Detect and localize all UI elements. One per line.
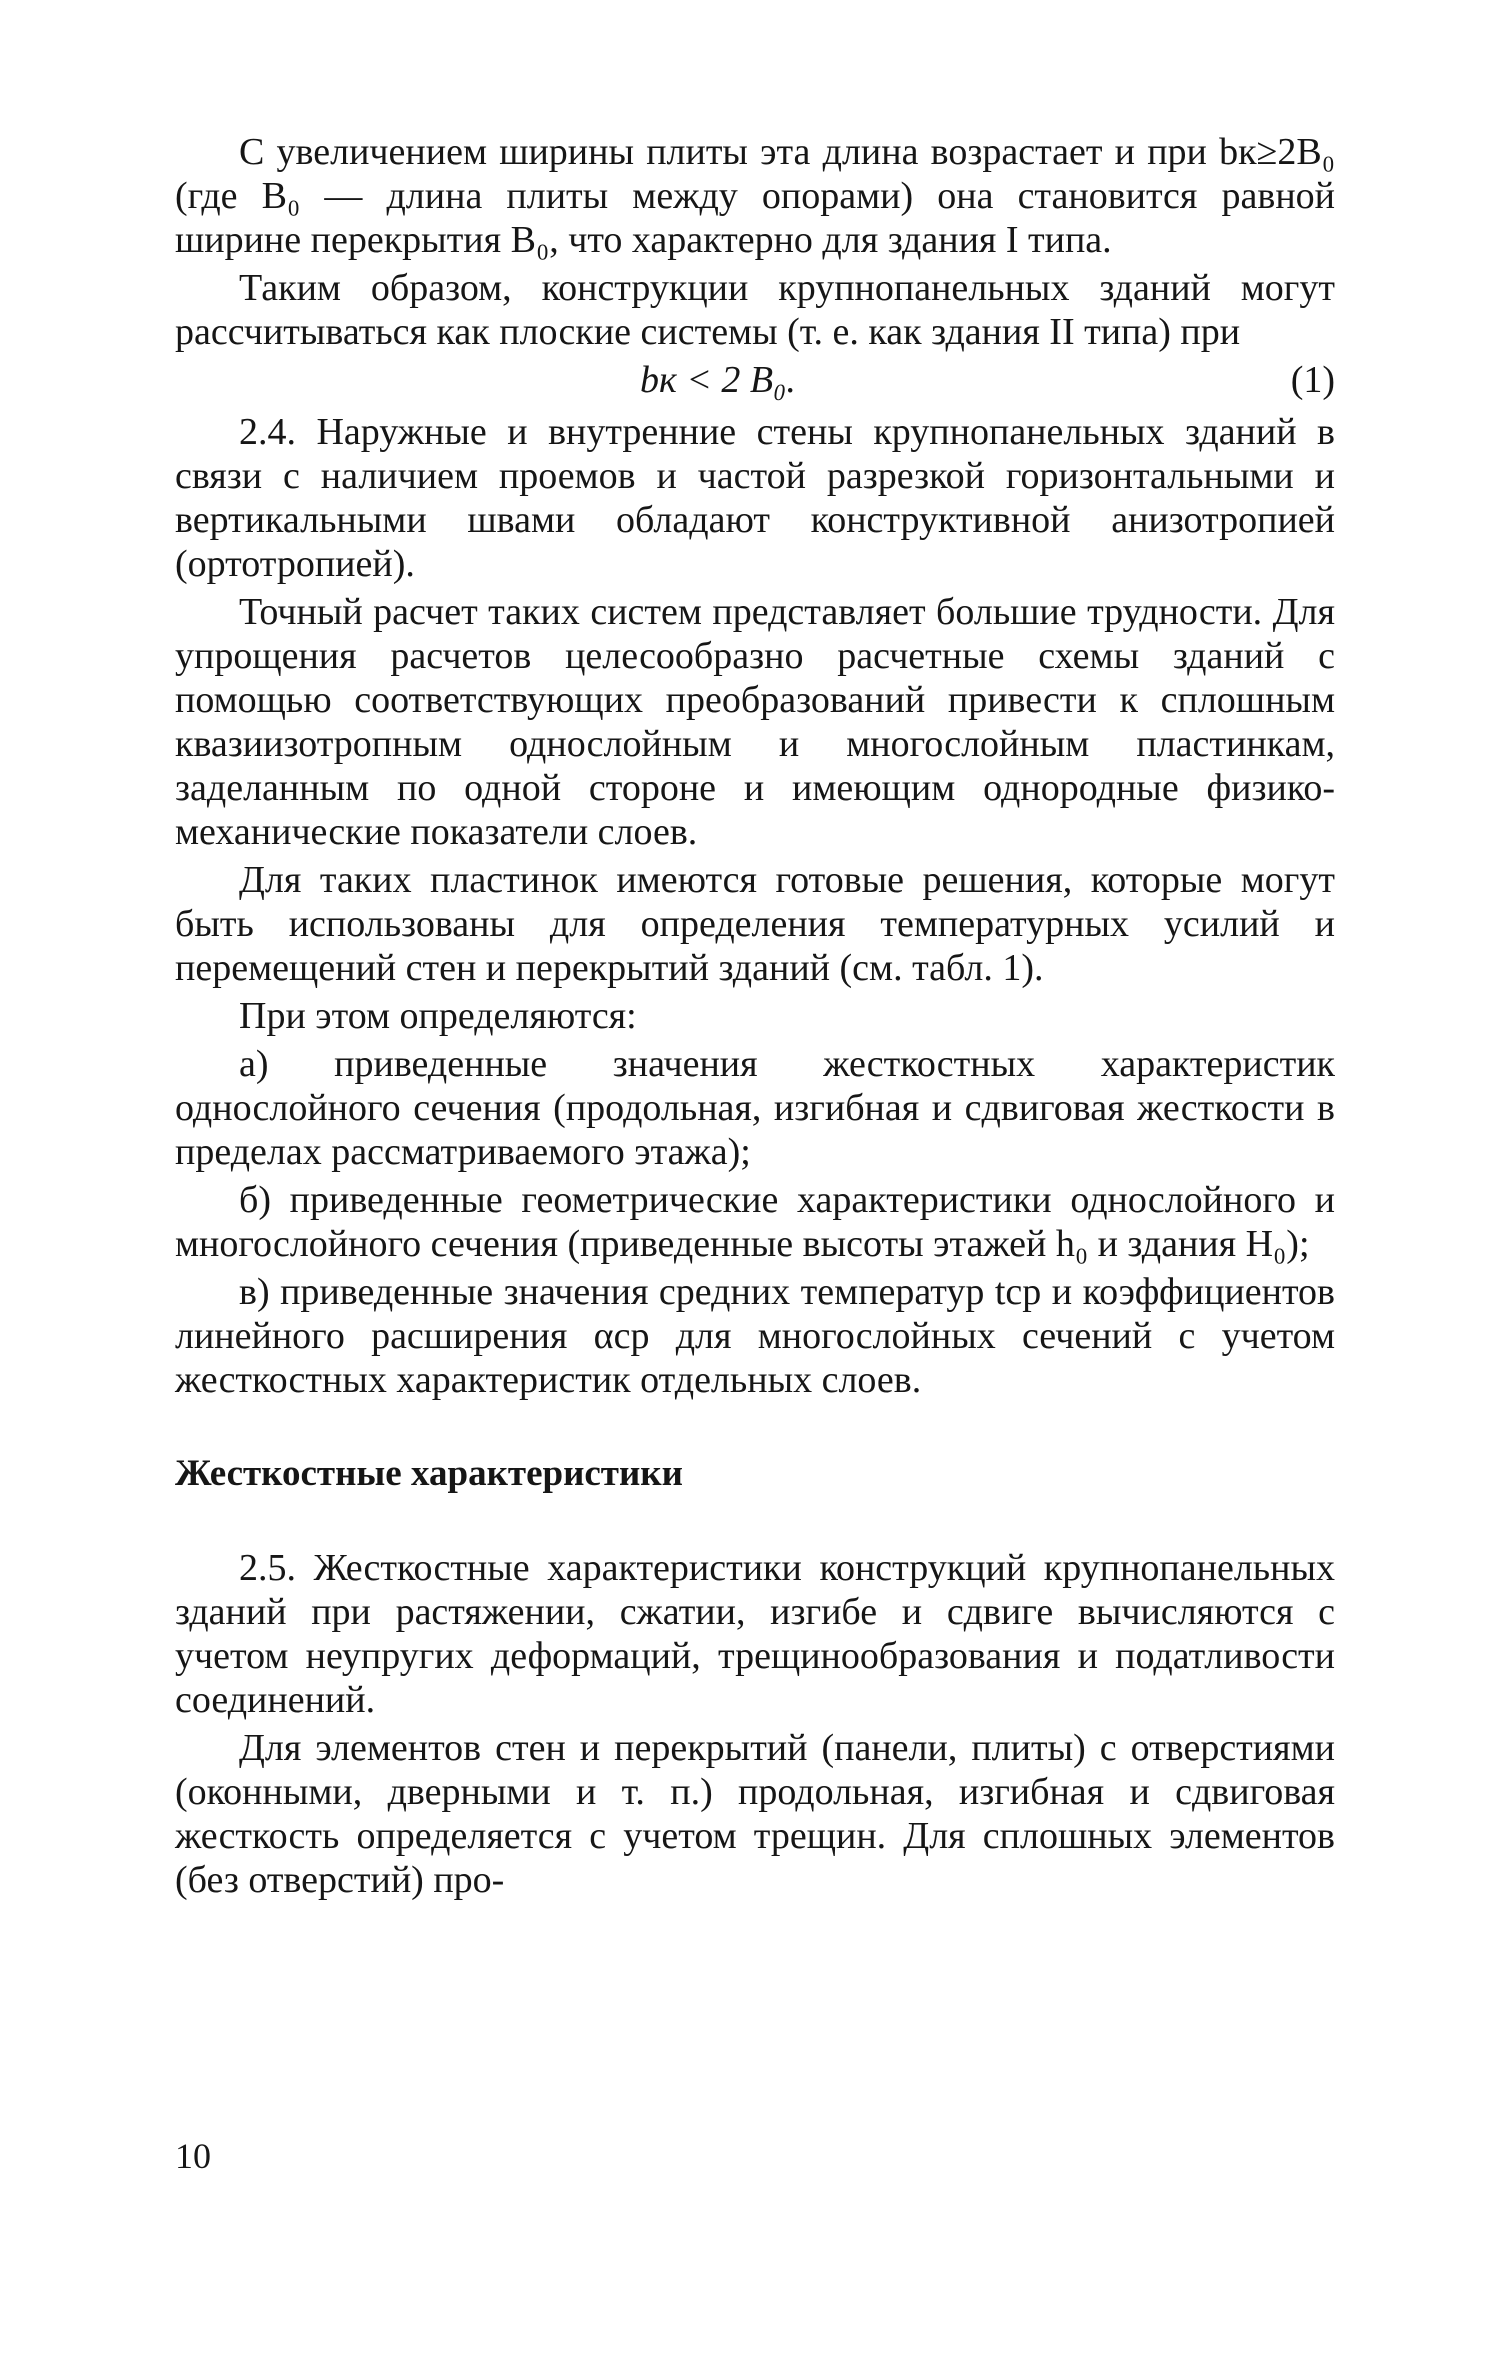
list-item-a: а) приведенные значения жесткостных характеристик однослойного сечения (продольная, изгибная и сдвиговая жесткости в пределах рассматриваемого этажа); <box>175 1043 1335 1173</box>
paragraph-intro: С увеличением ширины плиты эта длина возрастает и при bк≥2B₀ (где B₀ — длина плиты между опорами) она становится равной ширине перекрытия B₀, что характерно для здания I типа. <box>175 131 1335 261</box>
formula-number: (1) <box>1290 359 1335 401</box>
list-item-b: б) приведенные геометрические характеристики однослойного и многослойного сечения (приведенные высоты этажей h₀ и здания H₀); <box>175 1179 1335 1265</box>
paragraph-ready-solutions: Для таких пластинок имеются готовые решения, которые могут быть использованы для определения температурных усилий и перемещений стен и перекрытий зданий (см. табл. 1). <box>175 859 1335 989</box>
page-number: 10 <box>175 2136 211 2176</box>
formula-1 <box>175 358 1335 406</box>
paragraph-elements: Для элементов стен и перекрытий (панели, плиты) с отверстиями (оконными, дверными и т. п.) продольная, изгибная и сдвиговая жесткость определяется с учетом трещин. Для сплошных элементов (без отверстий) про- <box>175 1727 1335 1901</box>
paragraph-exact-calc: Точный расчет таких систем представляет большие трудности. Для упрощения расчетов целесообразно расчетные схемы зданий с помощью соответствующих преобразований привести к сплошным квазиизотропным однослойным и многослойным пластинкам, заделанным по одной стороне и имеющим однородные физико-механические показатели слоев. <box>175 591 1335 853</box>
paragraph-2-5: 2.5. Жесткостные характеристики конструкций крупнопанельных зданий при растяжении, сжатии, изгибе и сдвиге вычисляются с учетом неупругих деформаций, трещинообразования и податливости соединений. <box>175 1547 1335 1721</box>
paragraph-2-4: 2.4. Наружные и внутренние стены крупнопанельных зданий в связи с наличием проемов и частой разрезкой горизонтальными и вертикальными швами обладают конструктивной анизотропией (ортотропией). <box>175 411 1335 585</box>
formula-expression: bк < 2 B₀. <box>640 359 796 401</box>
page-body <box>175 130 1335 1906</box>
section-heading: Жесткостные характеристики <box>175 1453 683 1494</box>
paragraph-determined: При этом определяются: <box>239 995 637 1037</box>
paragraph-conclusion: Таким образом, конструкции крупнопанельных зданий могут рассчитываться как плоские системы (т. е. как здания II типа) при <box>175 267 1335 353</box>
list-item-v: в) приведенные значения средних температур tср и коэффициентов линейного расширения αср для многослойных сечений с учетом жесткостных характеристик отдельных слоев. <box>175 1271 1335 1401</box>
